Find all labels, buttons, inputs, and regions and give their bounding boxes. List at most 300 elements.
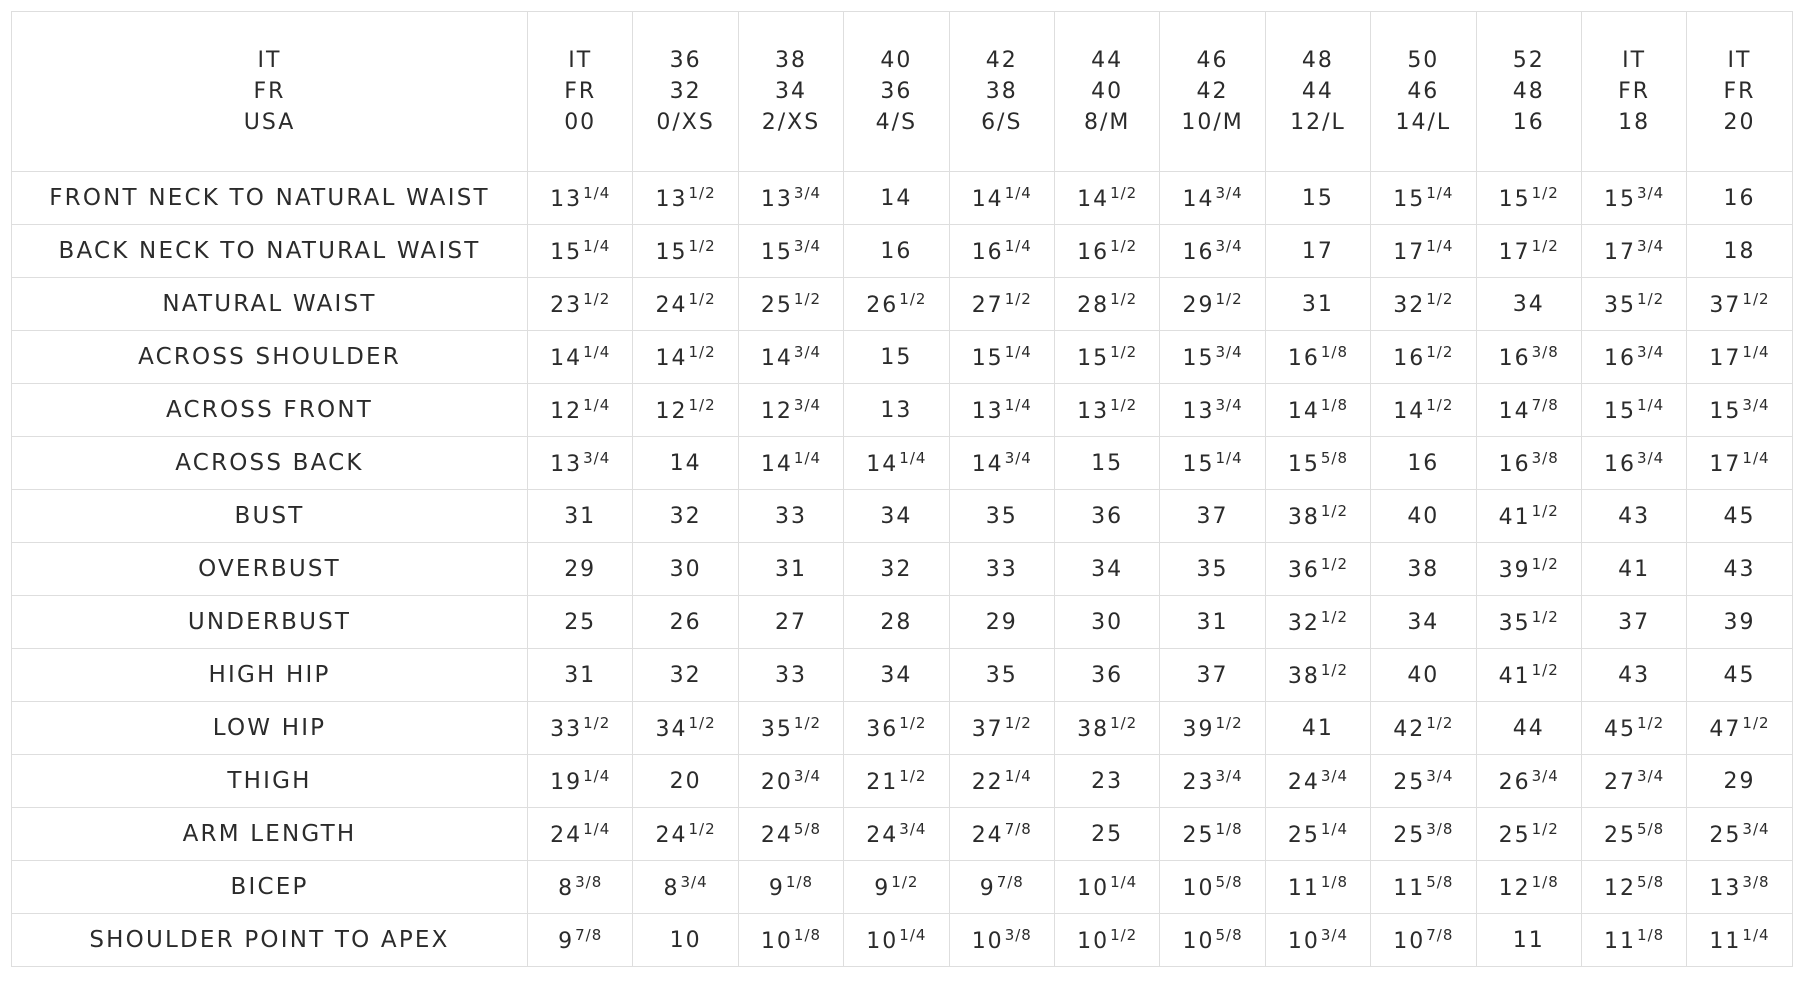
value-fraction: 1/2 [688,343,716,361]
value-whole: 17 [1301,238,1334,264]
size-header-line: 46 [1196,48,1229,73]
value-whole: 10 [971,929,1004,954]
size-header-line: 20 [1723,110,1756,135]
size-header-line: 38 [985,79,1018,104]
value-whole: 41 [1498,505,1531,530]
size-column-header [949,12,1054,172]
value-whole: 25 [1182,823,1215,848]
value-whole: 30 [669,556,702,582]
value-fraction: 1/4 [583,184,611,202]
value-whole: 10 [1393,929,1426,954]
measurement-value [1054,914,1159,967]
value-fraction: 1/2 [1004,290,1032,308]
measurement-value [633,861,738,914]
value-fraction: 1/2 [1426,290,1454,308]
value-fraction: 1/8 [1215,820,1243,838]
value-whole: 16 [1723,185,1756,211]
measurement-value [738,649,843,702]
size-chart-body [12,172,1793,967]
measurement-value [844,437,949,490]
size-header-line: 50 [1407,48,1440,73]
table-row [12,914,1793,967]
measurement-value [844,861,949,914]
table-row [12,649,1793,702]
value-whole: 17 [1393,240,1426,265]
value-fraction: 1/4 [583,343,611,361]
value-fraction: 1/2 [1320,502,1348,520]
value-fraction: 3/4 [1215,237,1243,255]
measurement-value [633,278,738,331]
value-whole: 13 [1182,399,1215,424]
value-whole: 34 [880,503,913,529]
value-fraction: 3/4 [1637,237,1665,255]
value-whole: 13 [880,397,913,423]
value-whole: 13 [655,187,688,212]
value-whole: 25 [1604,823,1637,848]
value-whole: 24 [760,823,793,848]
table-row [12,172,1793,225]
value-fraction: 1/8 [785,873,814,891]
value-whole: 17 [1709,346,1742,371]
measurement-value [1371,172,1476,225]
size-column-header [1687,12,1792,172]
measurement-value [1265,543,1370,596]
size-header-line: 14/L [1395,110,1452,135]
value-fraction: 1/8 [1637,926,1665,944]
value-fraction: 1/2 [688,237,716,255]
measurement-value [1054,755,1159,808]
measurement-value [844,278,949,331]
value-whole: 11 [1393,876,1426,901]
value-fraction: 1/2 [688,820,716,838]
value-fraction: 3/8 [1742,873,1770,891]
value-whole: 32 [880,556,913,582]
value-whole: 16 [1287,346,1320,371]
value-whole: 34 [1407,609,1440,635]
table-row [12,490,1793,543]
size-header-line: 42 [1196,79,1229,104]
size-header-line: 18 [1618,110,1651,135]
value-fraction: 3/8 [575,873,603,891]
measurement-value [1371,384,1476,437]
measurement-value [844,596,949,649]
value-fraction: 5/8 [1637,873,1665,891]
measurement-value [1054,437,1159,490]
value-fraction: 1/2 [688,184,716,202]
size-column-header [738,12,843,172]
measurement-value [1687,755,1792,808]
value-whole: 47 [1709,717,1742,742]
measurement-value [1265,225,1370,278]
value-whole: 9 [558,929,575,954]
value-whole: 12 [550,399,583,424]
value-fraction: 5/8 [1637,820,1665,838]
measurement-value [633,437,738,490]
size-header-line: 40 [1091,79,1124,104]
measurement-label: ACROSS BACK [12,437,528,490]
value-fraction: 3/4 [1215,396,1243,414]
measurement-value [844,808,949,861]
measurement-value [1687,914,1792,967]
value-fraction: 1/2 [1320,555,1348,573]
measurement-value [949,755,1054,808]
measurement-value [738,808,843,861]
measurement-value [1476,543,1581,596]
measurement-value [1160,331,1265,384]
measurement-value [1054,225,1159,278]
size-header-line: 36 [669,48,702,73]
value-fraction: 1/2 [1426,714,1454,732]
size-header-line: 52 [1512,48,1545,73]
value-whole: 14 [866,452,899,477]
measurement-value [844,755,949,808]
size-header-line: 34 [774,79,807,104]
value-whole: 39 [1182,717,1215,742]
size-header-line: IT [1622,48,1647,73]
size-header-line: FR [1723,79,1756,104]
measurement-value [949,278,1054,331]
value-whole: 25 [1393,823,1426,848]
measurement-value [528,914,633,967]
value-whole: 41 [1618,556,1651,582]
measurement-value [633,755,738,808]
measurement-value [1476,331,1581,384]
value-whole: 36 [1091,503,1124,529]
measurement-value [738,755,843,808]
value-whole: 43 [1618,503,1651,529]
value-whole: 41 [1498,664,1531,689]
measurement-value [1160,596,1265,649]
measurement-value [738,490,843,543]
value-fraction: 1/2 [1215,290,1243,308]
value-fraction: 1/2 [1531,608,1559,626]
value-whole: 45 [1723,503,1756,529]
measurement-value [528,437,633,490]
value-whole: 25 [1498,823,1531,848]
measurement-value [1581,649,1686,702]
value-whole: 23 [550,293,583,318]
value-whole: 16 [1407,450,1440,476]
measurement-value [738,702,843,755]
value-fraction: 1/4 [1742,449,1770,467]
table-row [12,225,1793,278]
header-label-cell [12,12,528,172]
value-whole: 11 [1709,929,1742,954]
measurement-value [633,225,738,278]
value-whole: 14 [760,452,793,477]
measurement-value [844,490,949,543]
value-fraction: 1/2 [899,290,927,308]
value-fraction: 3/4 [1215,184,1243,202]
value-whole: 24 [1287,770,1320,795]
value-whole: 14 [1498,399,1531,424]
measurement-value [1371,278,1476,331]
value-fraction: 3/4 [1531,767,1559,785]
value-whole: 35 [1498,611,1531,636]
measurement-value [1581,225,1686,278]
table-row [12,384,1793,437]
measurement-value [1687,490,1792,543]
measurement-value [1054,649,1159,702]
value-whole: 36 [1091,662,1124,688]
value-fraction: 3/4 [1637,449,1665,467]
value-whole: 32 [1287,611,1320,636]
value-fraction: 7/8 [1004,820,1032,838]
measurement-value [1054,384,1159,437]
value-whole: 37 [1196,503,1229,529]
measurement-value [1581,490,1686,543]
measurement-value [1265,596,1370,649]
measurement-value [1581,331,1686,384]
value-fraction: 1/2 [1426,343,1454,361]
size-header-line: FR [564,79,597,104]
value-fraction: 1/2 [1110,237,1138,255]
value-fraction: 1/2 [1531,237,1559,255]
measurement-value [949,490,1054,543]
measurement-value [1476,172,1581,225]
size-column-header [1160,12,1265,172]
value-fraction: 1/2 [1742,714,1770,732]
measurement-value [1160,225,1265,278]
value-fraction: 1/4 [1110,873,1138,891]
value-whole: 12 [1604,876,1637,901]
header-label-line: USA [243,110,296,135]
measurement-label: OVERBUST [12,543,528,596]
value-fraction: 5/8 [1320,449,1348,467]
value-whole: 37 [1709,293,1742,318]
measurement-value [1160,861,1265,914]
value-whole: 44 [1512,715,1545,741]
value-whole: 15 [1709,399,1742,424]
measurement-value [1054,490,1159,543]
measurement-value [1687,649,1792,702]
size-header-line: 38 [774,48,807,73]
measurement-value [1371,914,1476,967]
value-fraction: 1/2 [1531,184,1559,202]
measurement-label: BUST [12,490,528,543]
table-row [12,861,1793,914]
value-fraction: 3/4 [1637,184,1665,202]
value-whole: 8 [558,876,575,901]
measurement-value [949,384,1054,437]
measurement-value [633,172,738,225]
measurement-label: ACROSS SHOULDER [12,331,528,384]
value-fraction: 1/4 [1004,184,1032,202]
measurement-value [528,490,633,543]
measurement-value [1054,861,1159,914]
value-fraction: 3/8 [1531,343,1559,361]
value-fraction: 1/8 [1531,873,1559,891]
value-fraction: 1/2 [1320,661,1348,679]
value-whole: 9 [768,876,785,901]
measurement-value [1160,172,1265,225]
value-whole: 15 [1498,187,1531,212]
measurement-value [528,596,633,649]
value-whole: 38 [1407,556,1440,582]
measurement-value [528,384,633,437]
value-whole: 22 [971,770,1004,795]
measurement-value [1265,278,1370,331]
measurement-value [1160,543,1265,596]
measurement-value [633,808,738,861]
measurement-value [949,331,1054,384]
value-whole: 16 [1498,452,1531,477]
measurement-value [1054,331,1159,384]
measurement-value [528,649,633,702]
size-header-line: 44 [1301,79,1334,104]
measurement-value [633,543,738,596]
measurement-value [1476,649,1581,702]
size-header-line: FR [1618,79,1651,104]
measurement-label: ARM LENGTH [12,808,528,861]
size-column-header [844,12,949,172]
measurement-value [633,331,738,384]
value-fraction: 1/4 [1426,184,1454,202]
measurement-label: UNDERBUST [12,596,528,649]
measurement-value [1371,437,1476,490]
measurement-value [1054,172,1159,225]
measurement-value [1265,861,1370,914]
value-whole: 24 [866,823,899,848]
value-fraction: 1/2 [899,714,927,732]
value-whole: 20 [760,770,793,795]
measurement-value [1054,702,1159,755]
size-header-line: 12/L [1290,110,1346,135]
value-whole: 28 [880,609,913,635]
measurement-value [1476,755,1581,808]
value-whole: 31 [774,556,807,582]
value-fraction: 3/4 [1320,926,1348,944]
measurement-value [1160,808,1265,861]
value-whole: 13 [1077,399,1110,424]
table-row [12,702,1793,755]
value-whole: 43 [1723,556,1756,582]
size-header-line: 48 [1512,79,1545,104]
measurement-value [528,331,633,384]
measurement-value [528,861,633,914]
value-fraction: 1/4 [1320,820,1348,838]
measurement-value [1371,596,1476,649]
value-whole: 37 [1618,609,1651,635]
measurement-value [738,437,843,490]
measurement-label: SHOULDER POINT TO APEX [12,914,528,967]
value-fraction: 1/2 [583,290,611,308]
size-header-line: 0/XS [656,110,715,135]
value-whole: 25 [1709,823,1742,848]
measurement-value [633,384,738,437]
measurement-value [738,225,843,278]
measurement-value [738,914,843,967]
table-row [12,278,1793,331]
measurement-value [1476,384,1581,437]
size-chart-container [11,11,1793,967]
value-whole: 10 [669,927,702,953]
measurement-value [844,225,949,278]
value-whole: 14 [760,346,793,371]
value-whole: 15 [1077,346,1110,371]
value-fraction: 3/4 [1742,396,1770,414]
value-fraction: 3/4 [899,820,927,838]
value-whole: 10 [1077,876,1110,901]
measurement-value [1371,755,1476,808]
measurement-value [528,225,633,278]
measurement-value [1371,225,1476,278]
measurement-value [949,649,1054,702]
measurement-value [1476,861,1581,914]
value-whole: 29 [1723,768,1756,794]
measurement-value [633,649,738,702]
value-whole: 19 [550,770,583,795]
value-whole: 31 [1301,291,1334,317]
value-whole: 36 [1287,558,1320,583]
measurement-label: ACROSS FRONT [12,384,528,437]
value-whole: 14 [1182,187,1215,212]
measurement-value [1581,172,1686,225]
value-fraction: 1/4 [1637,396,1665,414]
value-whole: 35 [985,503,1018,529]
measurement-value [1160,702,1265,755]
measurement-value [1054,543,1159,596]
measurement-value [844,649,949,702]
value-fraction: 1/2 [1110,343,1138,361]
value-whole: 36 [866,717,899,742]
value-whole: 21 [866,770,899,795]
value-fraction: 1/4 [1742,343,1770,361]
measurement-value [633,702,738,755]
value-fraction: 5/8 [1215,926,1243,944]
measurement-value [1687,331,1792,384]
value-fraction: 1/4 [1742,926,1770,944]
size-header-line: 00 [564,110,597,135]
measurement-value [1371,543,1476,596]
value-fraction: 1/4 [1215,449,1243,467]
value-whole: 30 [1091,609,1124,635]
measurement-value [1265,914,1370,967]
value-whole: 15 [1182,346,1215,371]
value-whole: 28 [1077,293,1110,318]
value-fraction: 5/8 [1215,873,1243,891]
measurement-value [1476,437,1581,490]
value-whole: 41 [1301,715,1334,741]
measurement-value [1160,278,1265,331]
value-whole: 13 [760,187,793,212]
value-whole: 13 [971,399,1004,424]
table-row [12,543,1793,596]
value-whole: 14 [880,185,913,211]
size-column-header [1371,12,1476,172]
measurement-value [949,543,1054,596]
measurement-value [844,543,949,596]
measurement-value [738,278,843,331]
size-column-header [1265,12,1370,172]
size-header-line: 48 [1301,48,1334,73]
measurement-value [949,808,1054,861]
size-header-line: 46 [1407,79,1440,104]
value-fraction: 7/8 [575,926,603,944]
measurement-value [1687,437,1792,490]
value-fraction: 3/4 [1004,449,1032,467]
value-whole: 24 [971,823,1004,848]
measurement-value [738,543,843,596]
value-fraction: 1/2 [1110,184,1138,202]
value-whole: 31 [1196,609,1229,635]
measurement-value [844,331,949,384]
value-whole: 10 [760,929,793,954]
value-fraction: 1/2 [688,396,716,414]
value-whole: 27 [774,609,807,635]
measurement-value [1581,861,1686,914]
measurement-value [1476,596,1581,649]
